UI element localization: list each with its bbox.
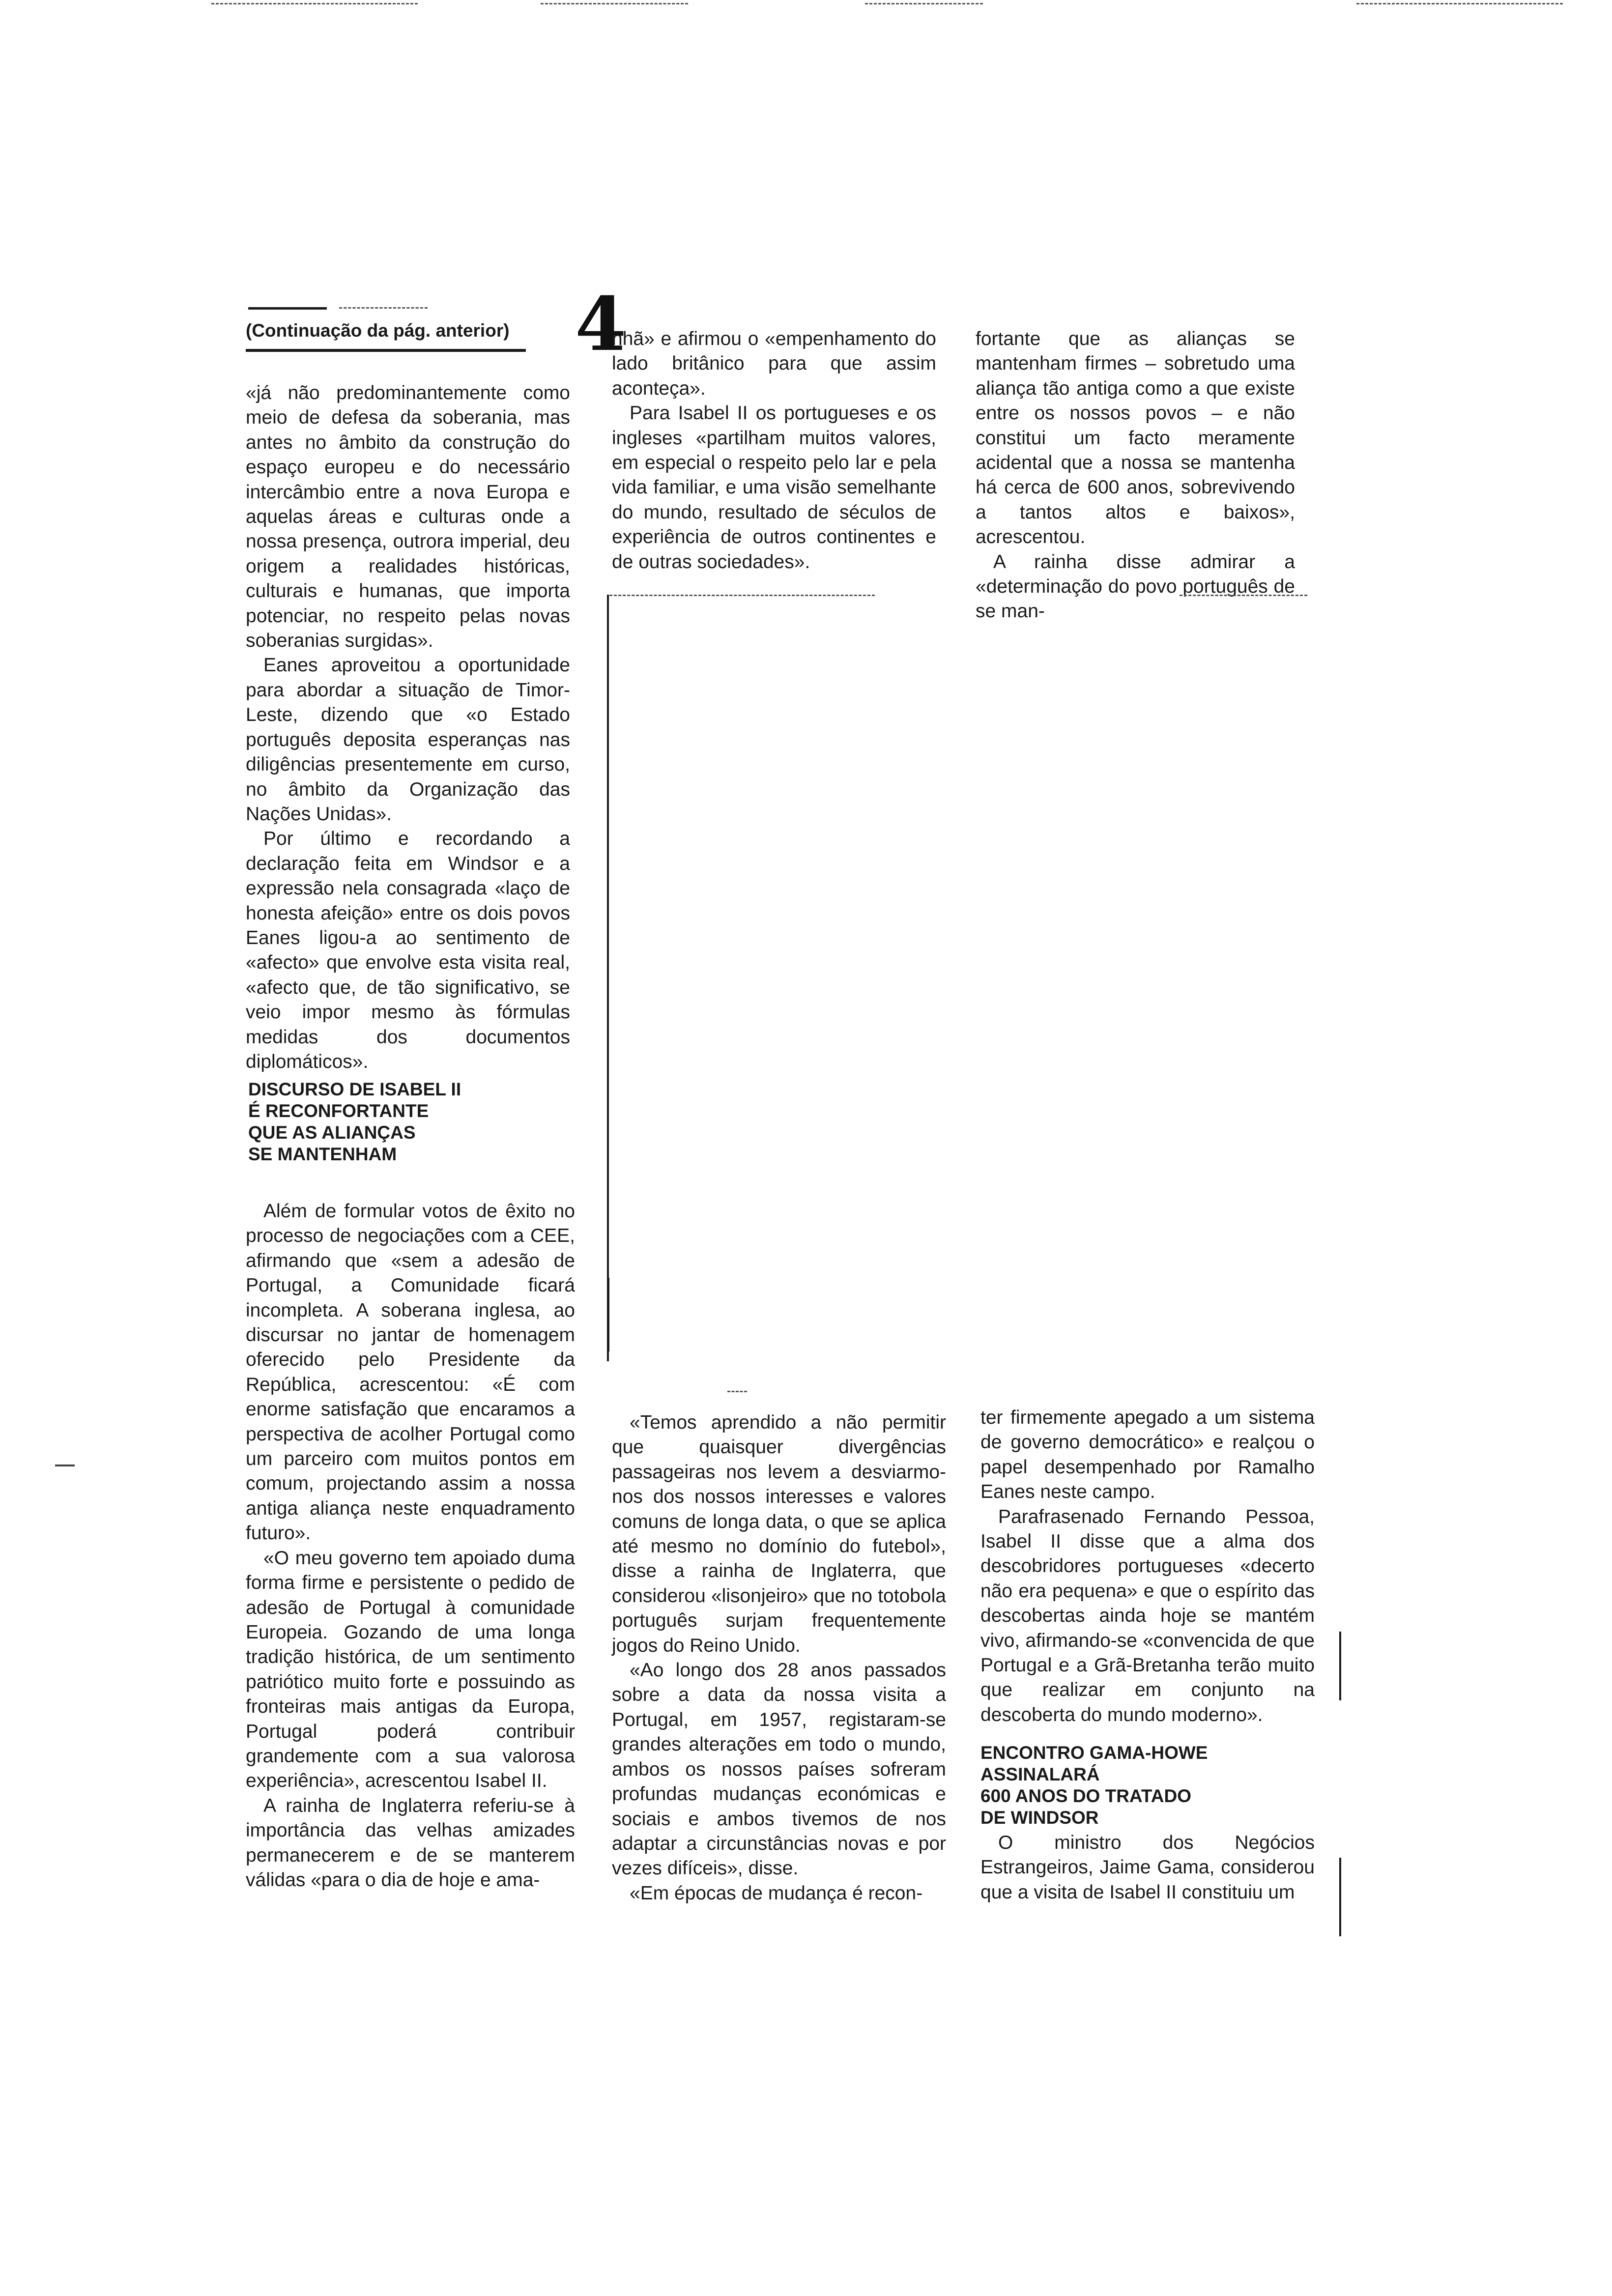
article-column-3-end [980,1831,1315,1905]
article-column-2-bottom [612,1410,946,1906]
right-margin-rule [1339,1858,1341,1936]
paragraph: A rainha disse admirar a «determinação do povo português de se man- [976,551,1295,622]
blank-frame-top-border [609,595,875,596]
continuation-underline [246,349,526,352]
scan-edge-mark [541,3,688,4]
paragraph: «Ao longo dos 28 anos passados sobre a data da nossa visita a Portugal, em 1957, registaram-se grandes alterações em todo o mundo, ambos os nossos países sofreram profundas mudanças económicas e sociais e ambos tivemos de nos adaptar a circunstâncias novas e por vezes difíceis», disse. [612,1660,946,1879]
paragraph: «O meu governo tem apoiado duma forma firme e persistente o pedido de adesão de Portugal à comunidade Europeia. Gozando de uma longa tradição histórica, de um sentimento patriótico muito forte e possuindo as fronteiras mais antigas da Europa, Portugal poderá contribuir grandemente com a sua valorosa experiência», acrescentou Isabel II. [246,1547,575,1792]
paragraph: «Em épocas de mudança é recon- [630,1882,923,1904]
scan-edge-mark [1356,3,1563,4]
heading-line: SE MANTENHAM [248,1144,397,1164]
paragraph: O ministro dos Negócios Estrangeiros, Jaime Gama, considerou que a visita de Isabel II constituiu um [980,1832,1315,1903]
header-rule-short [248,307,327,310]
right-margin-rule [1339,1632,1341,1700]
paragraph: Eanes aproveitou a oportunidade para abordar a situação de Timor-Leste, dizendo que «o Estado português deposita esperanças nas diligências presentemente em curso, no âmbito da Organização das Nações Unidas». [246,655,570,825]
heading-line: ASSINALARÁ [980,1764,1100,1784]
article-column-1-top [246,381,570,1074]
article-column-3-bottom [980,1406,1315,1727]
article-column-1 [246,319,570,342]
margin-mark [55,1464,75,1466]
continuation-note: (Continuação da pág. anterior) [246,320,510,341]
header-rule-dashed [339,307,428,309]
blank-frame-left-border [607,595,609,1361]
paragraph: «Temos aprendido a não permitir que quaisquer divergências passageiras nos levem a desviarmo-nos dos nossos interesses e valores comuns de longa data, o que se aplica até mesmo no domínio do futebol», disse a rainha de Inglaterra, que considerou «lisonjeiro» que no totobola português surjam frequentemente jogos do Reino Unido. [612,1412,946,1656]
scan-edge-mark [865,3,983,4]
paragraph: A rainha de Inglaterra referiu-se à importância das velhas amizades permanecerem e de se manterem válidas «para o dia de hoje e ama- [246,1795,575,1891]
scan-edge-mark [211,3,418,4]
section-heading-1 [248,1079,543,1165]
page-marker: 4 [575,281,627,368]
column-3-divider [1180,595,1307,596]
heading-line: DISCURSO DE ISABEL II [248,1079,461,1099]
blank-frame-mark [607,1278,609,1351]
paragraph: Para Isabel II os portugueses e os ingleses «partilham muitos valores, em especial o respeito pelo lar e pela vida familiar, e uma visão semelhante do mundo, resultado de séculos de experiência de outros continentes e de outras sociedades». [612,402,936,573]
article-column-2-top [612,327,936,574]
section-heading-2 [980,1742,1305,1829]
article-column-1-bottom [246,1199,575,1893]
article-column-3-top [976,327,1295,624]
heading-line: DE WINDSOR [980,1808,1099,1828]
paragraph: fortante que as alianças se mantenham firmes – sobretudo uma aliança tão antiga como a que existe entre os nossos povos – e não constitui um facto meramente acidental que a nossa se mantenha há cerca de 600 anos, sobrevivendo a tantos altos e baixos», acrescentou. [976,328,1295,548]
paragraph: Parafrasenado Fernando Pessoa, Isabel II disse que a alma dos descobridores portugueses «decerto não era pequena» e que o espírito das descobertas ainda hoje se mantém vivo, afirmando-se «convencida de que Portugal e a Grã-Bretanha terão muito que realizar em conjunto na descoberta do mundo moderno». [980,1506,1315,1725]
heading-line: ENCONTRO GAMA-HOWE [980,1743,1208,1763]
paragraph: Além de formular votos de êxito no processo de negociações com a CEE, afirmando que «sem a adesão de Portugal, a Comunidade ficará incompleta. A soberana inglesa, ao discursar no jantar de homenagem oferecido pelo Presidente da República, acrescentou: «É com enorme satisfação que encaramos a perspectiva de acolher Portugal como um parceiro com muitos pontos em comum, projectando assim a nossa antiga aliança neste enquadramento futuro». [246,1201,575,1544]
paragraph: «já não predominantemente como meio de defesa da soberania, mas antes no âmbito da construção do espaço europeu e do necessário intercâmbio entre a nova Europa e aquelas áreas e culturas onde a nossa presença, outrora imperial, deu origem a realidades históricas, culturais e humanas, que importa potenciar, no respeito pelas novas soberanias surgidas». [246,382,570,652]
heading-line: É RECONFORTANTE [248,1101,429,1121]
paragraph: nhã» e afirmou o «empenhamento do lado britânico para que assim aconteça». [612,328,936,399]
heading-line: 600 ANOS DO TRATADO [980,1786,1191,1806]
paragraph: Por último e recordando a declaração feita em Windsor e a expressão nela consagrada «laço de honesta afeição» entre os dois povos Eanes ligou-a ao sentimento de «afecto» que envolve esta visita real, «afecto que, de tão significativo, se veio impor mesmo às fórmulas medidas dos documentos diplomáticos». [246,828,570,1072]
heading-line: QUE AS ALIANÇAS [248,1122,416,1143]
paragraph: ter firmemente apegado a um sistema de governo democrático» e realçou o papel desempenhado por Ramalho Eanes neste campo. [980,1407,1315,1503]
divider-dash [727,1391,747,1392]
